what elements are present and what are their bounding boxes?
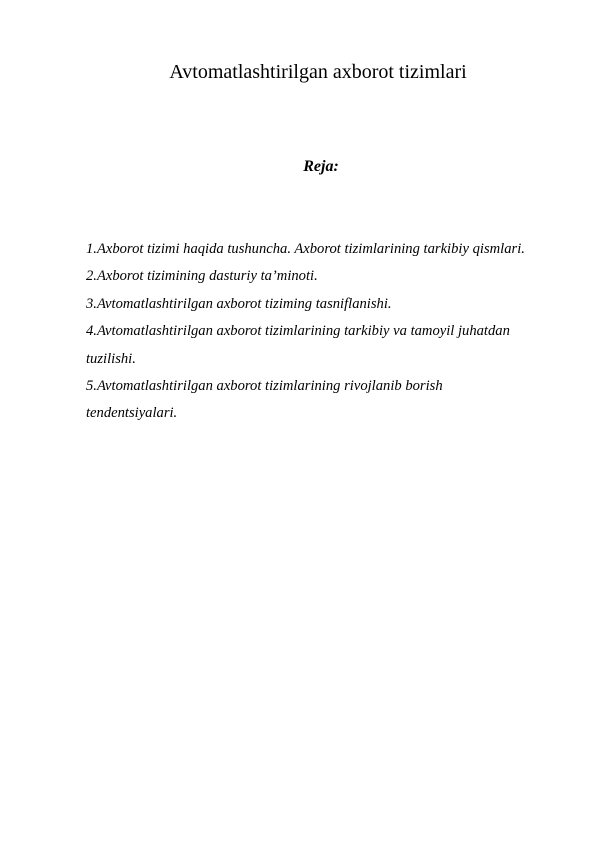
plan-item-3: 3.Avtomatlashtirilgan axborot tiziming tasniflanishi. <box>86 295 392 312</box>
plan-item-5: 5.Avtomatlashtirilgan axborot tizimlarining rivojlanib borish tendentsiyalari. <box>86 378 443 422</box>
plan-heading: Reja: <box>303 158 339 175</box>
plan-list <box>86 236 526 428</box>
document-title: Avtomatlashtirilgan axborot tizimlari <box>169 61 467 83</box>
plan-item-4: 4.Avtomatlashtirilgan axborot tizimlarining tarkibiy va tamoyil juhatdan tuzilishi. <box>86 323 510 367</box>
plan-item-1: 1.Axborot tizimi haqida tushuncha. Axborot tizimlarining tarkibiy qismlari. <box>86 241 525 257</box>
plan-item-2: 2.Axborot tizimining dasturiy ta’minoti. <box>86 268 318 285</box>
